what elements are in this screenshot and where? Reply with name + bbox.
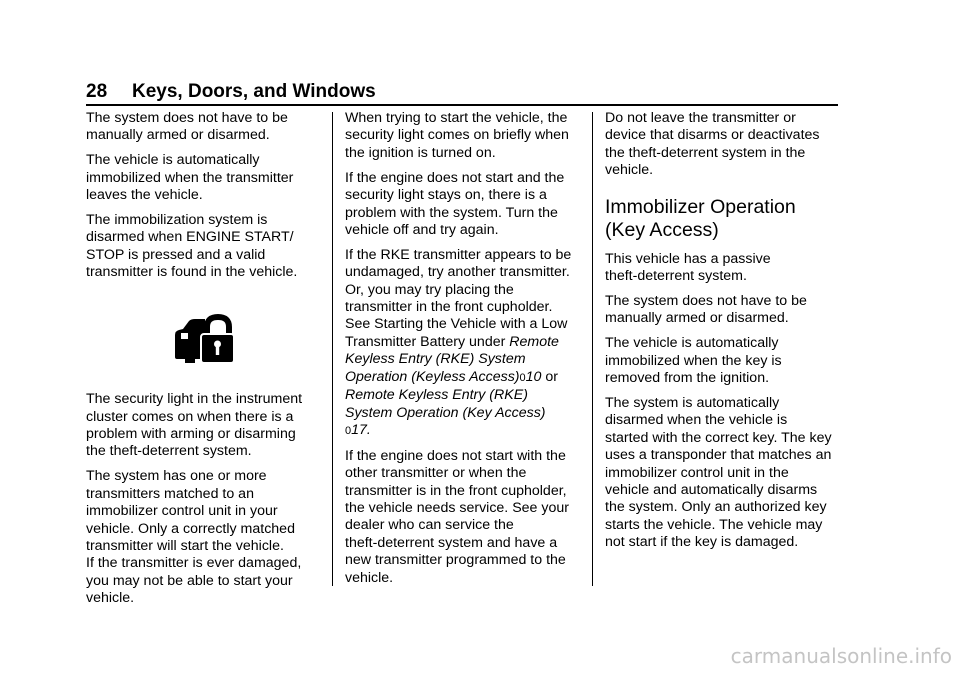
text-line bbox=[345, 334, 583, 351]
text-line: device that disarms or deactivates bbox=[605, 127, 820, 144]
col3-paragraph-2 bbox=[605, 251, 843, 286]
text-line: transmitter is in the front cupholder, bbox=[345, 482, 567, 499]
text-line: The system has one or more bbox=[86, 468, 267, 485]
xref-link-rke-key-access[interactable]: System Operation (Key Access) bbox=[345, 404, 546, 421]
text-line: immobilizer control unit in your bbox=[86, 503, 278, 520]
text-line: leaves the vehicle. bbox=[86, 187, 203, 204]
page-ref-arrow-icon: 0 bbox=[519, 371, 526, 384]
text-line: removed from the ignition. bbox=[605, 370, 770, 387]
text-line: The security light in the instrument bbox=[86, 391, 303, 408]
text-fragment: or bbox=[541, 368, 558, 385]
heading-line: Immobilizer Operation bbox=[605, 195, 796, 218]
text-line bbox=[345, 422, 583, 440]
text-line: manually armed or disarmed. bbox=[86, 127, 270, 144]
text-line: started with the correct key. The key bbox=[605, 429, 832, 446]
page-ref-number[interactable]: 17. bbox=[351, 421, 371, 438]
xref-link-rke-key-access[interactable]: Remote Keyless Entry (RKE) bbox=[345, 387, 528, 404]
text-line: the system. Only an authorized key bbox=[605, 499, 827, 516]
text-line: If the transmitter is ever damaged, bbox=[86, 555, 302, 572]
col2-paragraph-1 bbox=[345, 110, 583, 162]
text-line: dealer who can service the bbox=[345, 517, 514, 534]
text-line: vehicle. bbox=[86, 590, 135, 607]
text-line: The system does not have to be bbox=[86, 110, 288, 126]
col3-paragraph-4 bbox=[605, 335, 843, 387]
text-line: new transmitter programmed to the bbox=[345, 552, 566, 569]
text-line: other transmitter or when the bbox=[345, 465, 527, 482]
text-line: theft-deterrent system and have a bbox=[345, 534, 558, 551]
text-line: immobilized when the transmitter bbox=[86, 169, 294, 186]
text-line: disarmed when ENGINE START/ bbox=[86, 229, 294, 246]
header-rule bbox=[86, 104, 838, 106]
page-number: 28 bbox=[86, 81, 108, 102]
text-line: If the engine does not start and the bbox=[345, 169, 565, 186]
col2-paragraph-2 bbox=[345, 170, 583, 240]
text-line: uses a transponder that matches an bbox=[605, 447, 832, 464]
security-lock-car-icon bbox=[173, 313, 235, 365]
text-line: problem with arming or disarming bbox=[86, 425, 296, 442]
text-line: immobilized when the key is bbox=[605, 352, 782, 369]
text-line: problem with the system. Turn the bbox=[345, 204, 558, 221]
text-line: security light comes on briefly when bbox=[345, 127, 569, 144]
col1-paragraph-2 bbox=[86, 152, 324, 204]
text-line: immobilizer control unit in the bbox=[605, 464, 789, 481]
col1-paragraph-3 bbox=[86, 212, 324, 282]
col1-paragraph-5 bbox=[86, 468, 324, 607]
text-line: When trying to start the vehicle, the bbox=[345, 110, 568, 126]
text-line: the vehicle needs service. See your bbox=[345, 500, 569, 517]
xref-link-rke-keyless[interactable]: Operation (Keyless Access) bbox=[345, 368, 520, 385]
column-divider-1 bbox=[332, 112, 333, 586]
text-line: vehicle. Only a correctly matched bbox=[86, 520, 295, 537]
text-line: transmitter in the front cupholder. bbox=[345, 299, 553, 316]
text-line bbox=[345, 369, 583, 387]
padlock-shackle-icon bbox=[207, 317, 229, 335]
col2-paragraph-3 bbox=[345, 247, 583, 440]
text-line: undamaged, try another transmitter. bbox=[345, 264, 570, 281]
col3-paragraph-3 bbox=[605, 293, 843, 328]
column-2 bbox=[345, 110, 583, 595]
text-line: vehicle. bbox=[345, 569, 394, 586]
xref-link-rke-keyless[interactable]: Remote bbox=[509, 333, 559, 350]
col2-paragraph-4 bbox=[345, 448, 583, 587]
text-line: The immobilization system is bbox=[86, 212, 268, 229]
text-line: The vehicle is automatically bbox=[605, 335, 779, 352]
column-1 bbox=[86, 110, 324, 615]
page-ref-arrow-icon: 0 bbox=[345, 424, 352, 437]
text-line: transmitter will start the vehicle. bbox=[86, 537, 284, 554]
text-line: theft-deterrent system. bbox=[605, 268, 747, 285]
text-line: transmitters matched to an bbox=[86, 485, 254, 502]
text-line: If the RKE transmitter appears to be bbox=[345, 246, 572, 263]
text-line: The system is automatically bbox=[605, 394, 780, 411]
text-line: See Starting the Vehicle with a Low bbox=[345, 316, 568, 333]
text-line: security light stays on, there is a bbox=[345, 187, 547, 204]
xref-link-rke-keyless[interactable]: Keyless Entry (RKE) System bbox=[345, 351, 526, 368]
text-line: If the engine does not start with the bbox=[345, 447, 566, 464]
column-3 bbox=[605, 110, 843, 559]
text-fragment: Transmitter Battery under bbox=[345, 333, 510, 350]
text-line: This vehicle has a passive bbox=[605, 250, 771, 267]
text-line: not start if the key is damaged. bbox=[605, 534, 799, 551]
watermark: carmanualsonline.info bbox=[730, 644, 952, 668]
text-line: The vehicle is automatically bbox=[86, 152, 260, 169]
security-light-icon-area bbox=[86, 289, 324, 391]
page-header bbox=[86, 80, 838, 104]
section-heading bbox=[605, 196, 843, 242]
col1-paragraph-1 bbox=[86, 110, 324, 145]
text-line: disarmed when the vehicle is bbox=[605, 412, 788, 429]
col3-paragraph-1 bbox=[605, 110, 843, 180]
text-line: starts the vehicle. The vehicle may bbox=[605, 516, 823, 533]
text-line: Or, you may try placing the bbox=[345, 281, 514, 298]
text-line: cluster comes on when there is a bbox=[86, 408, 294, 425]
text-line: vehicle. bbox=[605, 162, 654, 179]
text-line: Do not leave the transmitter or bbox=[605, 110, 796, 126]
text-line: the theft-deterrent system. bbox=[86, 443, 252, 460]
page-ref-number[interactable]: 10 bbox=[525, 368, 542, 385]
text-line: transmitter is found in the vehicle. bbox=[86, 264, 298, 281]
text-line: vehicle and automatically disarms bbox=[605, 482, 818, 498]
section-title: Keys, Doors, and Windows bbox=[132, 81, 376, 102]
text-line: vehicle off and try again. bbox=[345, 221, 499, 238]
heading-line: (Key Access) bbox=[605, 218, 719, 241]
text-line: The system does not have to be bbox=[605, 292, 807, 309]
text-line: the ignition is turned on. bbox=[345, 144, 496, 161]
column-divider-2 bbox=[592, 112, 593, 586]
col1-paragraph-4 bbox=[86, 391, 324, 461]
col3-paragraph-5 bbox=[605, 395, 843, 552]
text-line: the theft-deterrent system in the bbox=[605, 144, 806, 161]
text-line: manually armed or disarmed. bbox=[605, 310, 789, 327]
text-line: STOP is pressed and a valid bbox=[86, 246, 266, 263]
text-line: you may not be able to start your bbox=[86, 572, 293, 589]
